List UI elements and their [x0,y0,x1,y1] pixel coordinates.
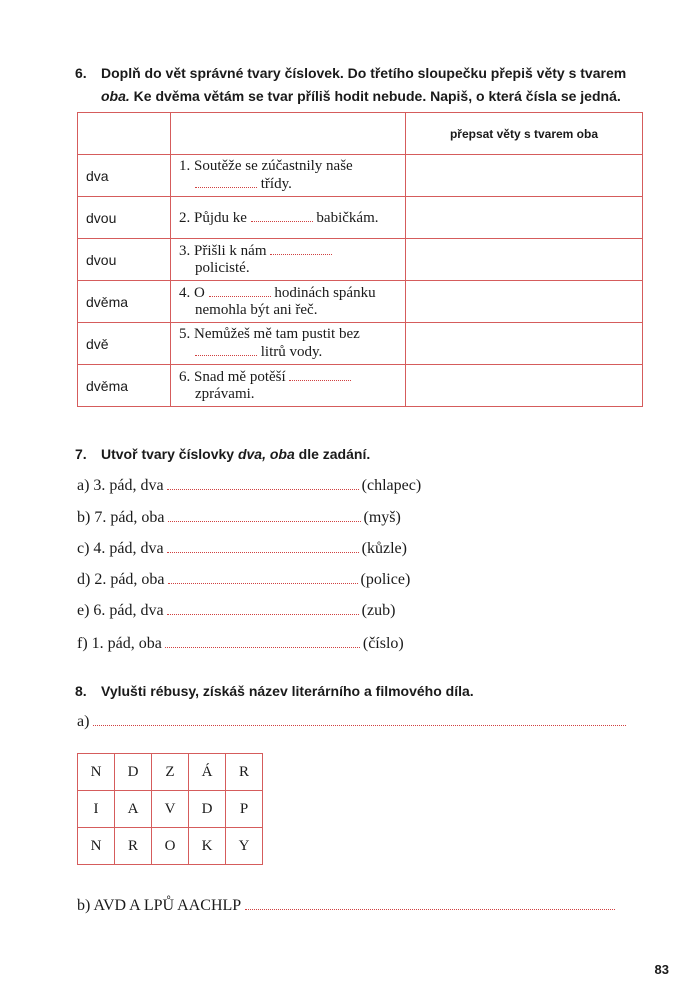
header-cell-rewrite: přepsat věty s tvarem oba [406,113,643,155]
exercise-item-c [77,539,407,558]
item-hint: (zub) [361,602,396,619]
task8-number: 8. [75,683,87,699]
exercise-item-f [77,634,404,653]
page-number: 83 [654,962,669,977]
sentence-text: třídy. [260,176,292,192]
sentence-cell [171,239,406,281]
rebus-b-label: b) AVD A LPŮ AACHLP [77,897,242,914]
item-label: c) 4. pád, dva [77,540,164,557]
header-cell-empty [78,113,171,155]
rebus-letter-grid [77,753,263,865]
sentence-cell [171,281,406,323]
answer-line[interactable] [167,539,359,553]
item-label: b) 7. pád, oba [77,509,165,526]
fill-blank[interactable] [270,242,332,255]
numeral-cell: dvou [78,197,171,239]
table-row [78,323,643,365]
fill-blank[interactable] [195,175,257,188]
answer-line[interactable] [168,570,358,584]
numeral-cell: dva [78,155,171,197]
task6-heading [75,62,626,108]
item-label: a) 3. pád, dva [77,477,164,494]
task7-number: 7. [75,446,87,462]
sentence-cell [171,155,406,197]
exercise-item-e [77,601,395,620]
rewrite-cell[interactable] [406,197,643,239]
task7-title-em: dva, oba [237,446,295,462]
task8-title: Vylušti rébusy, získáš název literárního a filmového díla. [101,683,474,699]
task7-title: Utvoř tvary číslovky [101,446,238,462]
sentence-text: litrů vody. [260,344,323,360]
sentence-cell [171,323,406,365]
answer-line[interactable] [167,476,359,490]
grid-cell: Z [152,754,189,791]
table-row [78,281,643,323]
grid-cell: Y [226,828,263,865]
rewrite-cell[interactable] [406,239,643,281]
item-hint: (číslo) [362,635,404,652]
sentence-text: 4. O [179,285,205,301]
grid-cell: P [226,791,263,828]
fill-blank[interactable] [209,284,271,297]
item-hint: (police) [360,571,411,588]
grid-cell: R [226,754,263,791]
task6-instruction-line2: Ke dvěma větám se tvar příliš hodit nebude. Napiš, o která čísla se jedná. [129,88,621,104]
task6-table [77,112,643,407]
task7-heading [75,443,370,466]
item-label: e) 6. pád, dva [77,602,164,619]
rebus-a-answer [77,712,626,731]
table-row [78,197,643,239]
fill-blank[interactable] [289,368,351,381]
answer-line[interactable] [245,896,615,910]
grid-cell: K [189,828,226,865]
item-label: d) 2. pád, oba [77,571,165,588]
grid-cell: R [115,828,152,865]
numeral-cell: dvěma [78,365,171,407]
rebus-b-answer [77,896,615,915]
grid-cell: D [115,754,152,791]
sentence-text: 1. Soutěže se zúčastnily naše [179,158,353,174]
rewrite-cell[interactable] [406,365,643,407]
exercise-item-b [77,508,401,527]
grid-cell: D [189,791,226,828]
item-hint: (kůzle) [361,540,407,557]
exercise-item-a [77,476,421,495]
grid-cell: O [152,828,189,865]
sentence-text: 5. Nemůžeš mě tam pustit bez [179,326,360,342]
grid-cell: I [78,791,115,828]
rewrite-cell[interactable] [406,281,643,323]
task7-title: dle zadání. [294,446,371,462]
sentence-text: babičkám. [316,209,379,226]
numeral-cell: dvou [78,239,171,281]
sentence-text: zprávami. [195,386,255,402]
answer-line[interactable] [165,634,360,648]
sentence-text: policisté. [195,260,250,276]
table-header-row [78,113,643,155]
header-cell-empty [171,113,406,155]
grid-row [78,828,263,865]
task6-number: 6. [75,65,87,81]
item-hint: (chlapec) [361,477,422,494]
grid-row [78,791,263,828]
grid-row [78,754,263,791]
answer-line[interactable] [167,601,359,615]
rewrite-cell[interactable] [406,155,643,197]
grid-cell: V [152,791,189,828]
table-row [78,365,643,407]
answer-line[interactable] [168,508,361,522]
fill-blank[interactable] [195,343,257,356]
item-hint: (myš) [363,509,401,526]
grid-cell: N [78,828,115,865]
task6-instruction-em: oba. [101,88,130,104]
sentence-text: nemohla být ani řeč. [195,302,318,318]
numeral-cell: dvěma [78,281,171,323]
sentence-text: 2. Půjdu ke [179,209,247,226]
answer-line[interactable] [93,712,626,726]
rebus-a-label: a) [77,713,90,730]
grid-cell: A [115,791,152,828]
numeral-cell: dvě [78,323,171,365]
sentence-cell [171,365,406,407]
sentence-text: hodinách spánku [274,285,376,301]
sentence-text: 3. Přišli k nám [179,243,267,259]
rewrite-cell[interactable] [406,323,643,365]
table-row [78,155,643,197]
table-row [78,239,643,281]
exercise-item-d [77,570,410,589]
sentence-cell [171,197,406,239]
grid-cell: N [78,754,115,791]
item-label: f) 1. pád, oba [77,635,162,652]
sentence-text: 6. Snad mě potěší [179,369,286,385]
task8-heading [75,680,474,703]
fill-blank[interactable] [251,209,313,222]
grid-cell: Á [189,754,226,791]
task6-instruction-line1: Doplň do vět správné tvary číslovek. Do třetího sloupečku přepiš věty s tvarem [101,65,627,81]
